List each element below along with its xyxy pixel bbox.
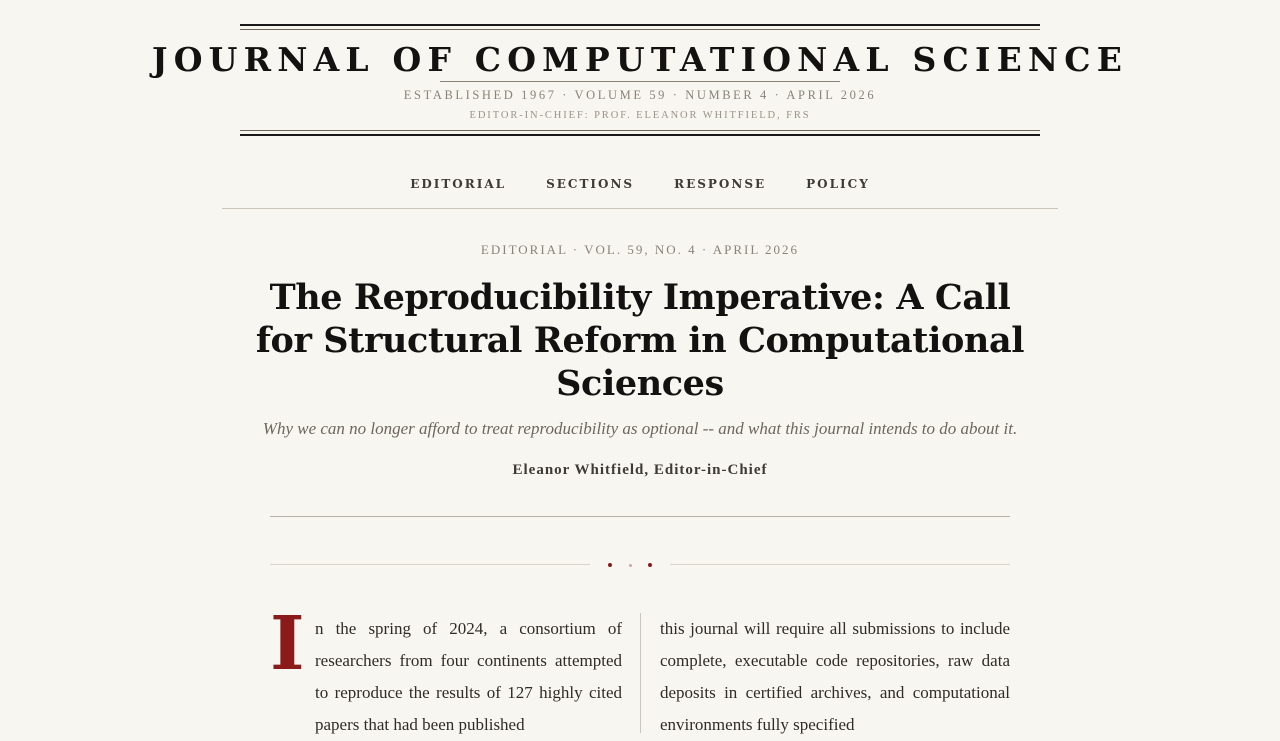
- editor-line: EDITOR-IN-CHIEF: PROF. ELEANOR WHITFIELD, FRS: [469, 110, 811, 121]
- ornament-dot-icon: [648, 563, 652, 567]
- title-underline: [440, 81, 840, 82]
- nav-item-editorial[interactable]: EDITORIAL: [410, 177, 507, 191]
- column-divider: [640, 613, 641, 733]
- header-divider: [270, 516, 1010, 517]
- article-byline[interactable]: Eleanor Whitfield, Editor-in-Chief: [512, 462, 768, 478]
- masthead-bottom-rule-thick: [240, 134, 1040, 136]
- masthead-top-rule-thin: [240, 29, 1040, 30]
- ornament-dot-icon: [608, 563, 612, 567]
- body-column-left: n the spring of 2024, a consortium of researchers from four continents attempted to reproduce the results of 127 highly cited papers that had been published: [315, 619, 622, 734]
- masthead-top-rule-thick: [240, 24, 1040, 26]
- ornament-line-right: [670, 564, 1010, 565]
- drop-cap: I: [270, 601, 305, 687]
- masthead-bottom-rule-thin: [240, 130, 1040, 131]
- main-nav: [222, 168, 1058, 209]
- nav-item-sections[interactable]: SECTIONS: [546, 177, 635, 191]
- article-kicker: EDITORIAL · VOL. 59, NO. 4 · APRIL 2026: [480, 242, 800, 257]
- ornament-line-left: [270, 564, 590, 565]
- body-column-right: this journal will require all submissions to include complete, executable code repositories, raw data deposits in certified archives, and computational environments fully specified: [660, 619, 1010, 734]
- journal-title[interactable]: JOURNAL OF COMPUTATIONAL SCIENCE: [151, 40, 1129, 79]
- nav-item-policy[interactable]: POLICY: [806, 177, 870, 191]
- established-line: ESTABLISHED 1967 · VOLUME 59 · NUMBER 4 · APRIL 2026: [403, 88, 877, 102]
- article-dek: Why we can no longer afford to treat reproducibility as optional -- and what this journal intends to do about it.: [262, 419, 1018, 438]
- ornament-dot-icon: [629, 564, 632, 567]
- masthead: [151, 24, 1129, 138]
- nav-item-response[interactable]: RESPONSE: [674, 177, 767, 191]
- article-headline: The Reproducibility Imperative: A Call for Structural Reform in Computational Sciences: [255, 277, 1025, 404]
